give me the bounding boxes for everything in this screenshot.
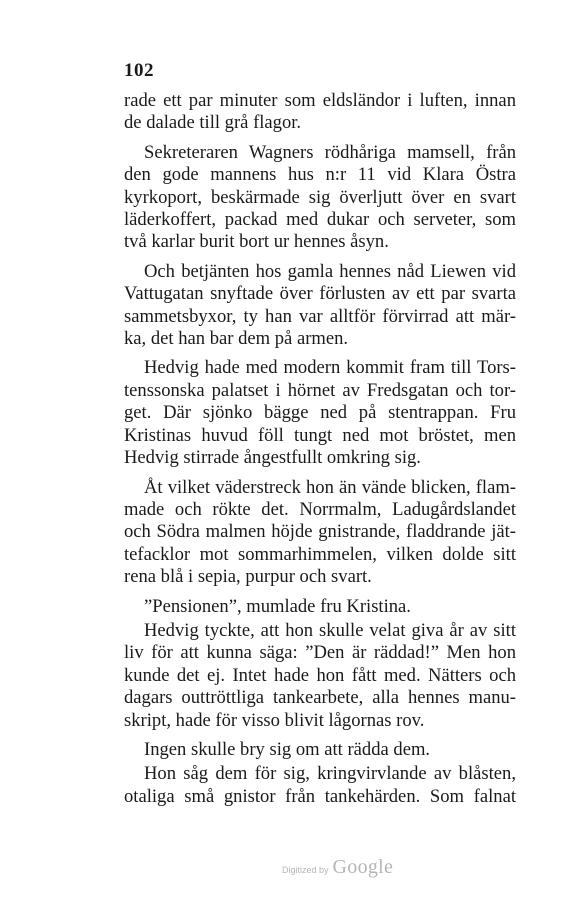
- paragraph: [124, 763, 516, 808]
- paragraph: [124, 357, 516, 469]
- text-line: ”Pensionen”, mumlade fru Kristina.: [144, 595, 411, 617]
- text-line: de dalade till grå flagor.: [124, 112, 302, 134]
- text-line: liv för att kunna säga: ”Den är räddad!” Men hon: [124, 642, 516, 664]
- text-line: Åt vilket väderstreck hon än vände blicken, flam-: [144, 476, 516, 498]
- text-line: tenssonska palatset i hörnet av Fredsgatan och tor-: [124, 379, 516, 401]
- text-line: Vattugatan snyftade över förlusten av ett par svarta: [124, 283, 516, 305]
- paragraph: [124, 90, 516, 135]
- paragraph: [124, 596, 516, 618]
- text-line: och Södra malmen höjde gnistrande, fladdrande jät-: [124, 521, 516, 543]
- body-text: [124, 90, 516, 815]
- text-line: kunde det ej. Intet hade hon fått med. Nätters och: [124, 664, 516, 686]
- text-line: Hon såg dem för sig, kringvirvlande av blåsten,: [144, 763, 516, 785]
- text-line: Hedvig tyckte, att hon skulle velat giva år av sitt: [144, 619, 516, 641]
- text-line: den gode mannens hus n:r 11 vid Klara Östra: [124, 164, 516, 186]
- paragraph: [124, 142, 516, 254]
- text-line: Och betjänten hos gamla hennes nåd Liewen vid: [144, 260, 516, 282]
- paragraph: [124, 261, 516, 351]
- text-line: sammetsbyxor, ty han var alltför förvirrad att mär-: [124, 305, 516, 327]
- text-line: Kristinas huvud föll tungt ned mot bröstet, men: [124, 424, 516, 446]
- paragraph: [124, 620, 516, 732]
- text-line: made och rökte det. Norrmalm, Ladugårdslandet: [124, 498, 516, 520]
- paragraph: [124, 477, 516, 589]
- page-number: 102: [124, 60, 154, 81]
- text-line: två karlar burit bort ur hennes åsyn.: [124, 231, 389, 253]
- text-line: get. Där sjönko bägge ned på stentrappan. Fru: [124, 402, 516, 424]
- digitized-by-google-watermark: [282, 856, 393, 879]
- text-line: Ingen skulle bry sig om att rädda dem.: [144, 738, 431, 760]
- text-line: kyrkoport, beskärmade sig överljutt över en svart: [124, 186, 516, 208]
- paragraph: [124, 739, 516, 761]
- text-line: dagars outtröttliga tankearbete, alla hennes manu-: [124, 687, 516, 709]
- text-line: rena blå i sepia, purpur och svart.: [124, 566, 372, 588]
- text-line: Sekreteraren Wagners rödhåriga mamsell, från: [144, 141, 516, 163]
- google-logo: Google: [332, 856, 394, 878]
- text-line: ka, det han bar dem på armen.: [124, 328, 349, 350]
- text-line: Hedvig hade med modern kommit fram till Tors-: [144, 357, 516, 379]
- text-line: tefacklor mot sommarhimmelen, vilken dolde sitt: [124, 543, 516, 565]
- text-line: skript, hade för visso blivit lågornas rov.: [124, 709, 425, 731]
- text-line: rade ett par minuter som eldsländor i luften, innan: [124, 90, 516, 111]
- text-line: otaliga små gnistor från tankehärden. Som falnat: [124, 785, 516, 807]
- text-line: Hedvig stirrade ångestfullt omkring sig.: [124, 447, 421, 469]
- watermark-prefix: Digitized by: [282, 865, 329, 875]
- text-line: läderkoffert, packad med dukar och serveter, som: [124, 209, 516, 231]
